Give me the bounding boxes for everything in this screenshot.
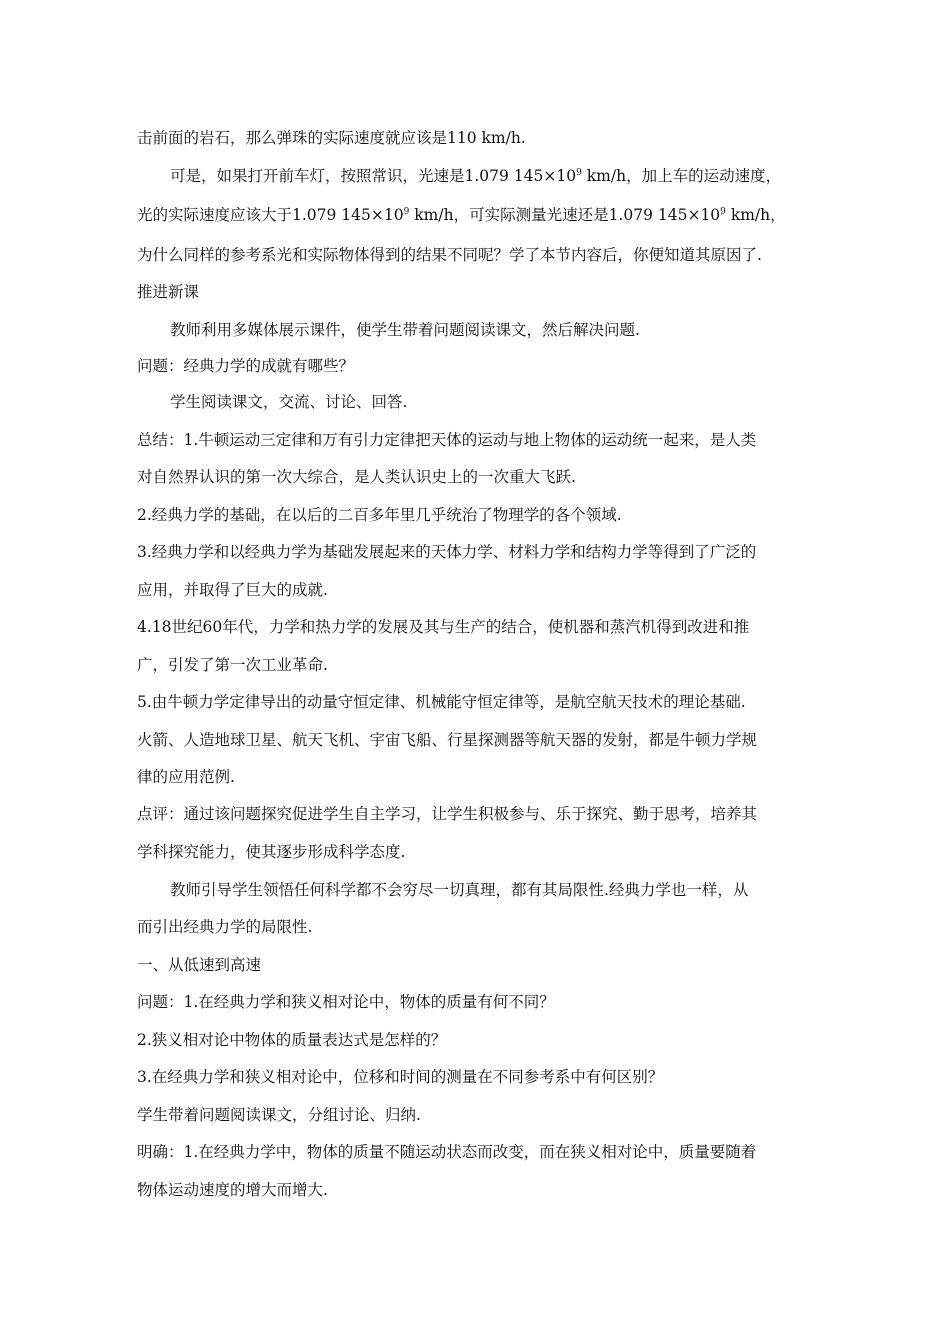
text-line: 学生阅读课文，交流、讨论、回答. bbox=[170, 393, 408, 411]
text-line: 光的实际速度应该大于1.079 $145\times 10^9$ km/h，可实际测量光速还是1.079 $145\times 10^9$ km/h， bbox=[137, 206, 786, 224]
text-line: 问题：经典力学的成就有哪些？ bbox=[137, 357, 355, 375]
text-line: 明确：1.在经典力学中，物体的质量不随运动状态而改变，而在狭义相对论中，质量要随着 bbox=[137, 1143, 757, 1161]
text-line: 教师利用多媒体展示课件，使学生带着问题阅读课文，然后解决问题. bbox=[170, 321, 640, 339]
text-line: 应用，并取得了巨大的成就. bbox=[137, 581, 328, 599]
section-heading: 推进新课 bbox=[137, 283, 200, 301]
text-line: 学生带着问题阅读课文，分组讨论、归纳. bbox=[137, 1106, 421, 1124]
text-line: 问题：1.在经典力学和狭义相对论中，物体的质量有何不同？ bbox=[137, 993, 555, 1011]
text-line: 火箭、人造地球卫星、航天飞机、宇宙飞船、行星探测器等航天器的发射，都是牛顿力学规 bbox=[137, 731, 758, 749]
text-line: 5.由牛顿力学定律导出的动量守恒定律、机械能守恒定律等，是航空航天技术的理论基础. bbox=[137, 693, 746, 711]
text-line: 3.经典力学和以经典力学为基础发展起来的天体力学、材料力学和结构力学等得到了广泛的 bbox=[137, 543, 757, 561]
text-line: 而引出经典力学的局限性. bbox=[137, 918, 313, 936]
text-line: 可是，如果打开前车灯，按照常识，光速是1.079 $145\times 10^9$ km/h，加上车的运动速度， bbox=[170, 167, 782, 185]
section-heading: 一、从低速到高速 bbox=[137, 956, 262, 974]
text-line: 3.在经典力学和狭义相对论中，位移和时间的测量在不同参考系中有何区别？ bbox=[137, 1068, 664, 1086]
text-line: 为什么同样的参考系光和实际物体得到的结果不同呢？学了本节内容后，你便知道其原因了. bbox=[137, 246, 762, 264]
text-line: 点评：通过该问题探究促进学生自主学习，让学生积极参与、乐于探究、勤于思考，培养其 bbox=[137, 805, 758, 823]
text-line: 物体运动速度的增大而增大. bbox=[137, 1181, 328, 1199]
text-line: 学科探究能力，使其逐步形成科学态度. bbox=[137, 843, 406, 861]
text-line: 律的应用范例. bbox=[137, 768, 235, 786]
text-line: 2.经典力学的基础，在以后的二百多年里几乎统治了物理学的各个领域. bbox=[137, 506, 622, 524]
text-line: 2.狭义相对论中物体的质量表达式是怎样的？ bbox=[137, 1031, 447, 1049]
text-line: 教师引导学生领悟任何科学都不会穷尽一切真理，都有其局限性.经典力学也一样，从 bbox=[170, 881, 749, 899]
text-line: 对自然界认识的第一次大综合，是人类认识史上的一次重大飞跃. bbox=[137, 468, 576, 486]
text-line: 击前面的岩石，那么弹珠的实际速度就应该是110 km/h. bbox=[137, 129, 526, 147]
text-line: 总结：1.牛顿运动三定律和万有引力定律把天体的运动与地上物体的运动统一起来，是人类 bbox=[137, 431, 757, 449]
text-line: 广，引发了第一次工业革命. bbox=[137, 656, 328, 674]
text-line: 4.18世纪60年代，力学和热力学的发展及其与生产的结合，使机器和蒸汽机得到改进和推 bbox=[137, 618, 750, 636]
